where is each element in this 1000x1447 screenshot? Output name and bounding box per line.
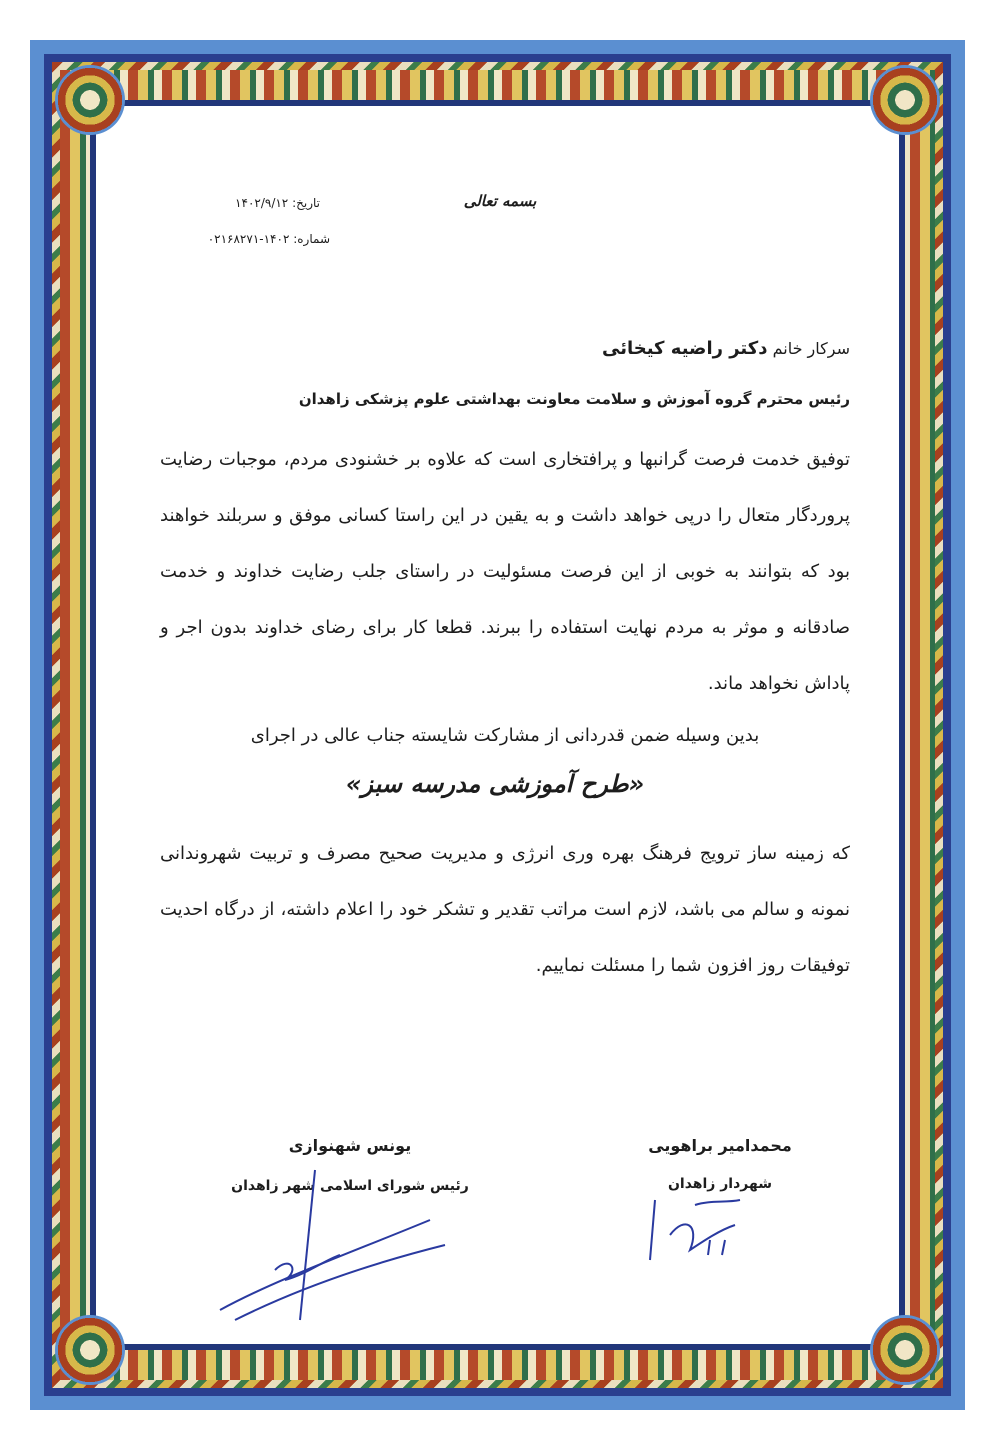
date-label: تاریخ: — [292, 196, 320, 210]
corner-ornament-top-right — [870, 65, 940, 135]
body-paragraph-3: که زمینه ساز ترویج فرهنگ بهره وری انرژی و مدیریت صحیح مصرف و تربیت شهروندانی نمونه و سالم می باشد، لازم است مراتب تقدیر و تشکر خود را اعلام داشته، از درگاه احدیت توفیقات روز افزون شما را مسئلت نماییم. — [160, 843, 850, 976]
number-value: ۱۴۰۲-۰۲۱۶۸۲۷۱ — [207, 232, 290, 246]
signature-right-image — [640, 1195, 750, 1265]
salutation: سرکار خانم — [772, 339, 850, 358]
body-paragraph-1: توفیق خدمت فرصت گرانبها و پرافتخاری است که علاوه بر خشنودی مردم، موجبات رضایت پروردگار متعال را درپی خواهد داشت و به یقین در این راستا کسانی موفق و سربلند خواهند بود که بتوانند به خوبی از این فرصت مسئولیت در راستای جلب رضایت خداوند و خدمت صادقانه و موثر به مردم نهایت استفاده را ببرند. قطعا کار برای رضای خداوند بدون اجر و پاداش نخواهد ماند. — [160, 449, 850, 694]
signatory-right-name: محمدامیر براهویی — [648, 1136, 792, 1155]
addressee-line — [602, 338, 850, 359]
project-title: «طرح آموزشی مدرسه سبز» — [345, 770, 645, 798]
addressee-name: دکتر راضیه کیخائی — [602, 338, 768, 359]
signatory-left-title: رئیس شورای اسلامی شهر زاهدان — [231, 1178, 469, 1194]
addressee-position: رئیس محترم گروه آموزش و سلامت معاونت بهداشتی علوم پزشکی زاهدان — [298, 390, 850, 408]
corner-ornament-bottom-right — [870, 1315, 940, 1385]
date-value: ۱۴۰۲/۹/۱۲ — [235, 196, 289, 210]
corner-ornament-bottom-left — [55, 1315, 125, 1385]
signature-left-image — [215, 1160, 455, 1330]
body-paragraph-2: بدین وسیله ضمن قدردانی از مشارکت شایسته جناب عالی در اجرای — [250, 725, 760, 746]
basmala-heading: بسمه تعالی — [463, 192, 537, 210]
signatory-right-title: شهردار زاهدان — [667, 1176, 773, 1192]
corner-ornament-top-left — [55, 65, 125, 135]
number-label: شماره: — [293, 232, 330, 246]
date-row — [200, 196, 320, 210]
number-row — [190, 232, 330, 246]
signatory-left-name: یونس شهنوازی — [288, 1136, 412, 1155]
